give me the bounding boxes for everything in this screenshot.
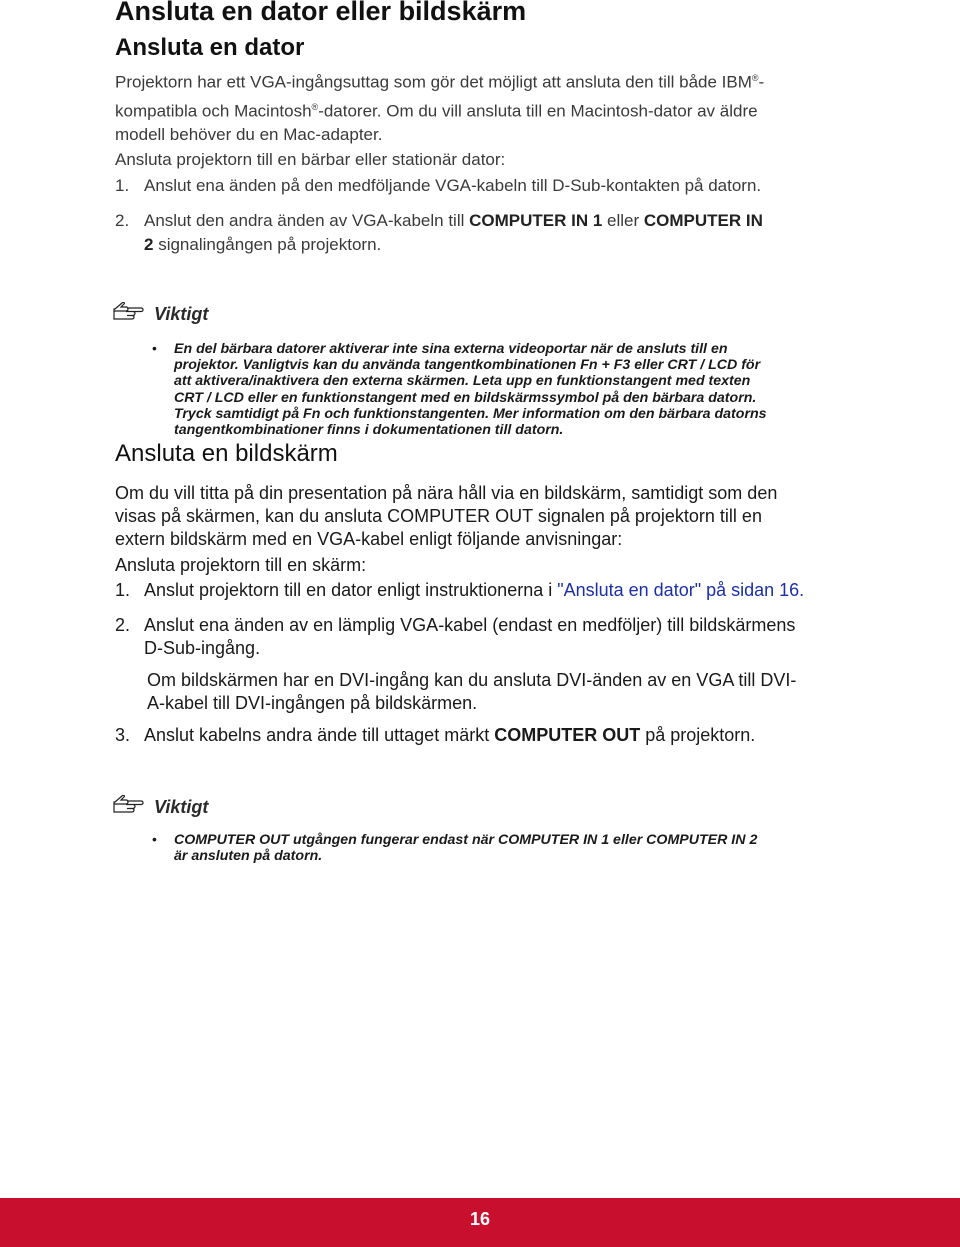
step-number: 1. bbox=[115, 580, 131, 600]
step-1-text: Anslut ena änden på den medföljande VGA-kabeln till D-Sub-kontakten på datorn. bbox=[144, 176, 762, 195]
step-number: 2. bbox=[115, 211, 130, 230]
step-number: 3. bbox=[115, 725, 131, 745]
intro-paragraph: Projektorn har ett VGA-ingångsuttag som gör det möjligt att ansluta den till både IBM®- kompatibla och Macintosh®-datorer. Om du vill ansluta till en Macintosh-dator av äldre modell behöver du en Mac-adapter. bbox=[115, 72, 765, 145]
section-title-connect-computer: Ansluta en dator bbox=[115, 34, 305, 61]
dvi-subnote: Om bildskärmen har en DVI-ingång kan du ansluta DVI-änden av en VGA till DVI- A-kabel till DVI-ingången på bildskärmen. bbox=[147, 670, 797, 713]
page-title: Ansluta en dator eller bildskärm bbox=[115, 0, 527, 26]
note-header bbox=[112, 795, 208, 820]
section-title-connect-monitor: Ansluta en bildskärm bbox=[115, 440, 338, 467]
monitor-step-3: Anslut kabelns andra ände till uttaget märkt COMPUTER OUT på projektorn. bbox=[144, 725, 756, 745]
step-number: 2. bbox=[115, 615, 131, 635]
note-1-text: En del bärbara datorer aktiverar inte sina externa videoportar när de ansluts till en projektor. Vanligtvis kan du använda tangentkombinationen Fn + F3 eller CRT / LCD för att aktivera/inaktivera den externa skärmen. Leta upp en funktionstangent med texten CRT / LCD eller en funktionstangent med en bildskärmssymbol på den bärbara datorn. Tryck samtidigt på Fn och funktionstangenten. Mer information om den bärbara datorns tangentkombinationer finns i dokumentationen till datorn. bbox=[174, 341, 767, 439]
monitor-paragraph: Om du vill titta på din presentation på nära håll via en bildskärm, samtidigt som den visas på skärmen, kan du ansluta COMPUTER OUT signalen på projektorn till en extern bildskärm med en VGA-kabel enligt följande anvisningar: bbox=[115, 483, 778, 549]
bullet: • bbox=[152, 831, 157, 847]
pointing-hand-icon bbox=[112, 795, 144, 820]
note-2-text: COMPUTER OUT utgången fungerar endast när COMPUTER IN 1 eller COMPUTER IN 2 är ansluten på datorn. bbox=[174, 832, 758, 865]
note-label: Viktigt bbox=[154, 304, 209, 324]
step-number: 1. bbox=[115, 176, 130, 195]
monitor-step-1: Anslut projektorn till en dator enligt instruktionerna i "Ansluta en dator" på sidan 16. bbox=[144, 580, 805, 600]
step-2-text: Anslut den andra änden av VGA-kabeln till COMPUTER IN 1 eller COMPUTER IN 2 signalingången på projektorn. bbox=[144, 211, 763, 254]
monitor-step-2: Anslut ena änden av en lämplig VGA-kabel (endast en medföljer) till bildskärmens D-Sub-ingång. bbox=[144, 615, 796, 658]
bullet: • bbox=[152, 340, 157, 356]
note-label: Viktigt bbox=[154, 797, 209, 817]
note-header bbox=[112, 302, 208, 327]
pointing-hand-icon bbox=[112, 302, 144, 327]
monitor-intro: Ansluta projektorn till en skärm: bbox=[115, 555, 367, 575]
connect-intro: Ansluta projektorn till en bärbar eller stationär dator: bbox=[115, 150, 506, 169]
page-number: 16 bbox=[469, 1209, 491, 1229]
cross-reference-link[interactable]: "Ansluta en dator" på sidan 16. bbox=[557, 580, 805, 600]
